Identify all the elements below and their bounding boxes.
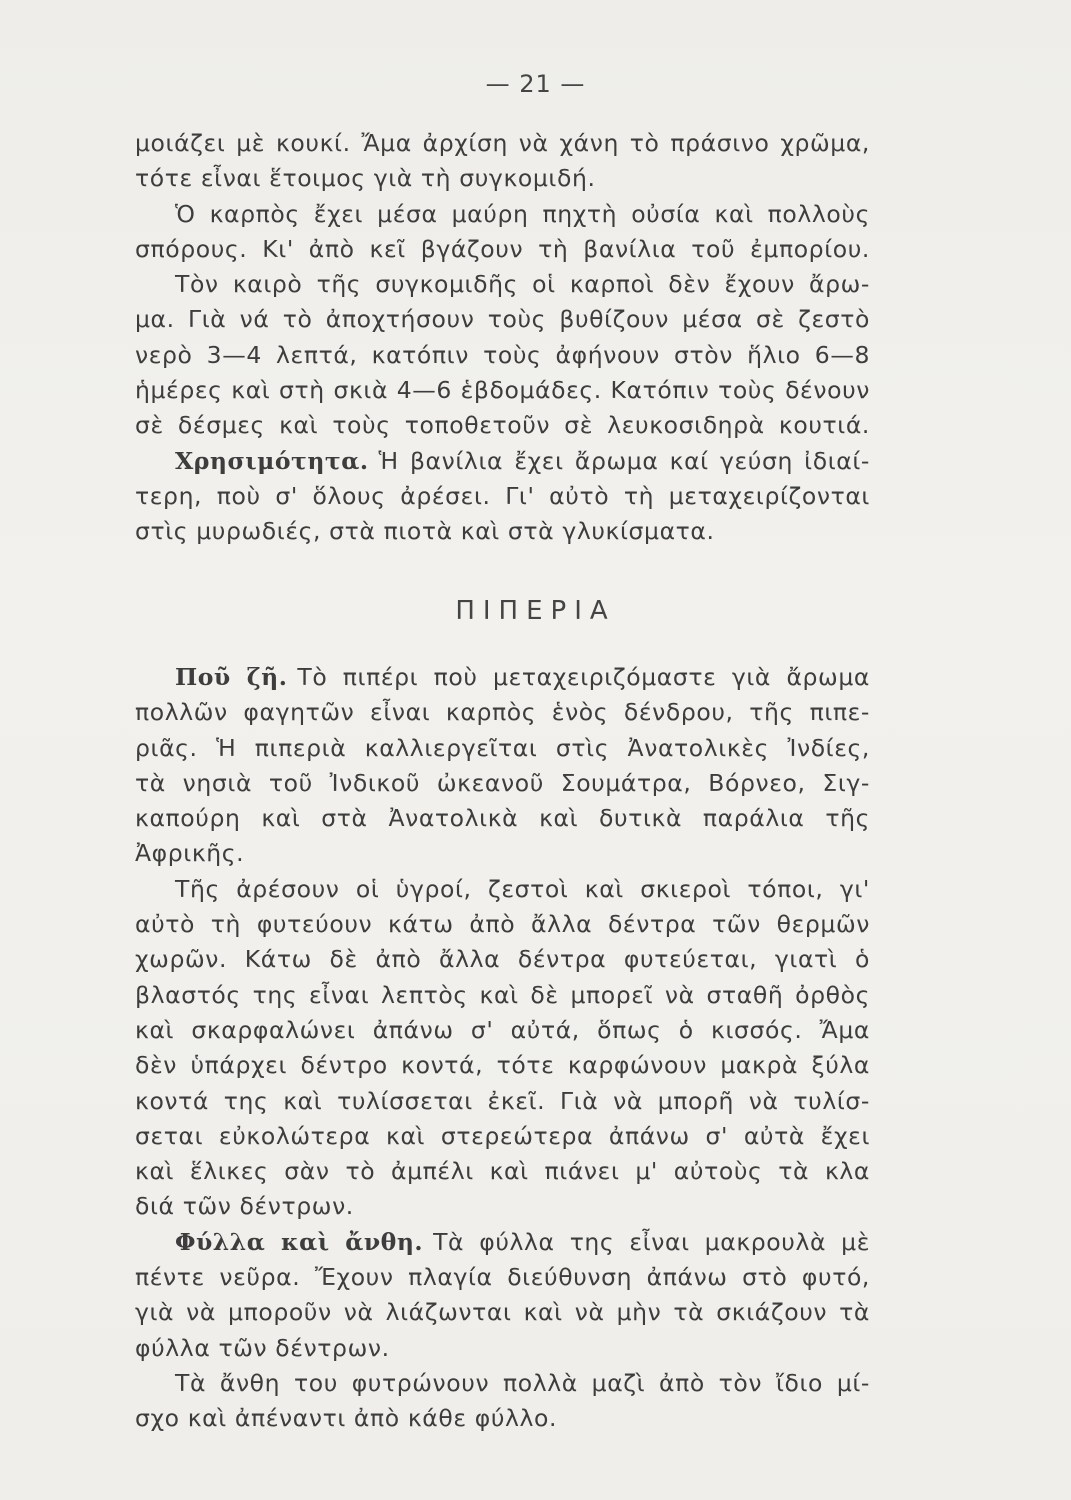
text-line: αὐτὸ τὴ φυτεύουν κάτω ἀπὸ ἄλλα δέντρα τῶν θερμῶν <box>135 910 870 939</box>
text-line: τερη, ποὺ σ' ὅλους ἀρέσει. Γι' αὐτὸ τὴ μεταχειρίζονται <box>135 481 870 510</box>
text-line <box>135 660 870 695</box>
text-line-rest: Ἡ βανίλια ἔχει ἄρωμα καί γεύση ἰδιαί- <box>378 446 870 475</box>
text-line <box>135 1225 870 1260</box>
text-line: Ἀφρικῆς. <box>135 839 245 868</box>
text-line: δὲν ὑπάρχει δέντρο κοντά, τότε καρφώνουν μακρὰ ξύλα <box>135 1051 870 1080</box>
text-line: χωρῶν. Κάτω δὲ ἀπὸ ἄλλα δέντρα φυτεύεται, γιατὶ ὁ <box>135 945 870 974</box>
text-line: τότε εἶναι ἕτοιμος γιὰ τὴ συγκομιδή. <box>135 164 596 193</box>
text-line: στὶς μυρωδιές, στὰ πιοτὰ καὶ στὰ γλυκίσματα. <box>135 517 715 546</box>
text-line: σεται εὐκολώτερα καὶ στερεώτερα ἀπάνω σ' αὐτὰ ἔχει <box>135 1121 870 1150</box>
text-line: καπούρη καὶ στὰ Ἀνατολικὰ καὶ δυτικὰ παράλια τῆς <box>135 804 870 833</box>
text-line: γιὰ νὰ μποροῦν νὰ λιάζωνται καὶ νὰ μὴν τὰ σκιάζουν τὰ <box>135 1298 870 1327</box>
text-line: Ὁ καρπὸς ἔχει μέσα μαύρη πηχτὴ οὐσία καὶ πολλοὺς <box>175 199 870 228</box>
text-line: νερὸ 3—4 λεπτά, κατόπιν τοὺς ἀφήνουν στὸν ἥλιο 6—8 <box>135 340 870 369</box>
text-line <box>135 444 870 479</box>
text-line: τὰ νησιὰ τοῦ Ἰνδικοῦ ὠκεανοῦ Σουμάτρα, Βόρνεο, Σιγ- <box>135 768 870 797</box>
text-line: διά τῶν δέντρων. <box>135 1192 354 1221</box>
text-line: ριᾶς. Ἡ πιπεριὰ καλλιεργεῖται στὶς Ἀνατολικὲς Ἰνδίες, <box>135 733 870 762</box>
text-line: βλαστός της εἶναι λεπτὸς καὶ δὲ μπορεῖ νὰ σταθῆ ὀρθὸς <box>135 980 870 1009</box>
text-line: πέντε νεῦρα. Ἔχουν πλαγία διεύθυνση ἀπάνω στὸ φυτό, <box>135 1263 870 1292</box>
text-line: κοντά της καὶ τυλίσσεται ἐκεῖ. Γιὰ νὰ μπορῆ νὰ τυλίσ- <box>135 1086 870 1115</box>
text-line: σχο καὶ ἀπέναντι ἀπὸ κάθε φύλλο. <box>135 1404 558 1433</box>
section-heading: ΠΙΠΕΡΙΑ <box>455 596 616 626</box>
text-line: σὲ δέσμες καὶ τοὺς τοποθετοῦν σὲ λευκοσιδηρὰ κουτιά. <box>135 411 870 440</box>
text-line: φύλλα τῶν δέντρων. <box>135 1333 390 1362</box>
text-line: Τὸν καιρὸ τῆς συγκομιδῆς οἱ καρποὶ δὲν ἔχουν ἄρω- <box>175 270 870 299</box>
page-number: — 21 — <box>485 70 586 98</box>
text-line-rest: Τὰ φύλλα της εἶναι μακρουλὰ μὲ <box>433 1227 870 1256</box>
paragraph-lead-usefulness: Χρησιμότητα. <box>175 446 369 475</box>
pepper-text-block <box>135 660 870 1437</box>
text-line: Τῆς ἀρέσουν οἱ ὑγροί, ζεστοὶ καὶ σκιεροὶ τόποι, γι' <box>175 874 870 903</box>
paragraph-lead-habitat: Ποῦ ζῆ. <box>175 663 288 691</box>
text-line: ἡμέρες καὶ στὴ σκιὰ 4—6 ἑβδομάδες. Κατόπιν τοὺς δένουν <box>135 376 870 405</box>
text-line-rest: Τὸ πιπέρι ποὺ μεταχειριζόμαστε γιὰ ἄρωμα <box>297 663 870 691</box>
text-line: μα. Γιὰ νά τὸ ἀποχτήσουν τοὺς βυθίζουν μέσα σὲ ζεστὸ <box>135 305 870 334</box>
vanilla-text-block <box>135 126 870 550</box>
text-line: σπόρους. Κι' ἀπὸ κεῖ βγάζουν τὴ βανίλια τοῦ ἐμπορίου. <box>135 234 870 263</box>
text-line: μοιάζει μὲ κουκί. Ἄμα ἀρχίση νὰ χάνη τὸ πράσινο χρῶμα, <box>135 129 870 157</box>
paragraph-lead-leaves-flowers: Φύλλα καὶ ἄνθη. <box>175 1227 424 1256</box>
text-line: καὶ ἕλικες σὰν τὸ ἀμπέλι καὶ πιάνει μ' αὐτοὺς τὰ κλα <box>135 1157 870 1186</box>
text-line: Τὰ ἄνθη του φυτρώνουν πολλὰ μαζὶ ἀπὸ τὸν ἴδιο μί- <box>175 1368 870 1397</box>
text-line: πολλῶν φαγητῶν εἶναι καρπὸς ἑνὸς δένδρου, τῆς πιπε- <box>135 698 870 727</box>
text-line: καὶ σκαρφαλώνει ἀπάνω σ' αὐτά, ὅπως ὁ κισσός. Ἄμα <box>135 1015 870 1044</box>
